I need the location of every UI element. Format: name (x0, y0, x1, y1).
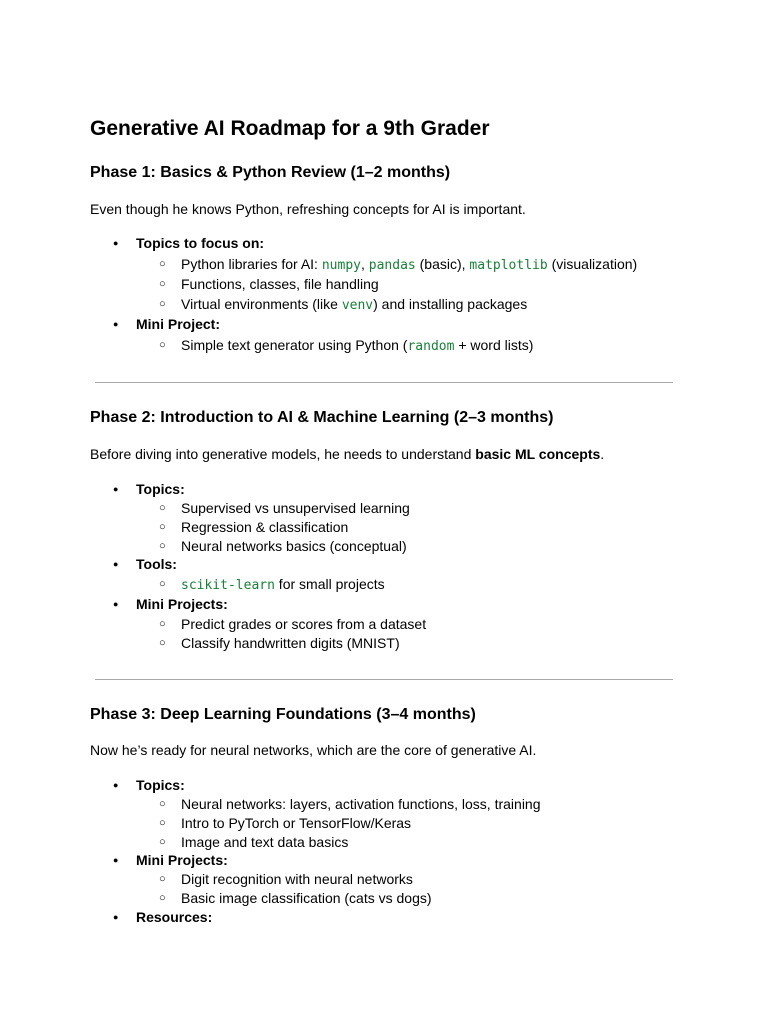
phase-3-resources-label: ● Resources: (136, 908, 212, 927)
text: + word lists) (454, 337, 534, 353)
text: , (360, 256, 369, 272)
list-item: ○ Predict grades or scores from a dataset (181, 615, 426, 634)
text: (basic), (415, 256, 470, 272)
list-item: ○ Digit recognition with neural networks (181, 870, 413, 889)
phase-3-heading: Phase 3: Deep Learning Foundations (3–4 months) (90, 706, 476, 723)
code-scikit-learn: scikit-learn (181, 578, 275, 593)
text: Python libraries for AI: (181, 256, 322, 272)
text: for small projects (274, 576, 385, 592)
list-item: ○ Classify handwritten digits (MNIST) (181, 634, 400, 653)
text: (visualization) (547, 256, 638, 272)
phase-1-heading: Phase 1: Basics & Python Review (1–2 months) (90, 164, 451, 181)
list-item: ○ Neural networks: layers, activation functions, loss, training (181, 795, 541, 814)
list-item: ○ Basic image classification (cats vs dogs) (181, 889, 432, 908)
phase-3-intro: Now he’s ready for neural networks, which are the core of generative AI. (90, 742, 537, 758)
text: Virtual environments (like (181, 296, 342, 312)
code-numpy: numpy (321, 258, 361, 273)
list-item: ○ Intro to PyTorch or TensorFlow/Keras (181, 814, 411, 833)
page-title: Generative AI Roadmap for a 9th Grader (90, 117, 490, 140)
phase-2-topics-label: ● Topics: (136, 480, 185, 499)
phase-2-tool-scikit-learn (181, 575, 385, 595)
phase-1-topic-libraries (181, 255, 637, 275)
text: Simple text generator using Python ( (181, 337, 408, 353)
phase-2-intro (90, 445, 604, 464)
list-item: ○ Supervised vs unsupervised learning (181, 499, 410, 518)
phase-2-tools-label: ● Tools: (136, 555, 177, 574)
phase-1-project-label: ● Mini Project: (136, 315, 220, 334)
phase-1-project-text-generator (181, 336, 533, 356)
list-item: ○ Regression & classification (181, 518, 348, 537)
phase-1-topic-venv (181, 295, 527, 315)
section-divider (95, 382, 673, 383)
text: ) and installing packages (373, 296, 528, 312)
phase-3-topics-label: ● Topics: (136, 776, 185, 795)
list-item: ○ Image and text data basics (181, 833, 348, 852)
phase-2-projects-label: ● Mini Projects: (136, 595, 228, 614)
code-pandas: pandas (368, 258, 416, 273)
phase-1-topic-functions: ○ Functions, classes, file handling (181, 275, 379, 294)
section-divider (95, 679, 673, 680)
code-venv: venv (341, 298, 374, 313)
phase-1-intro: Even though he knows Python, refreshing concepts for AI is important. (90, 201, 526, 217)
bold-text: basic ML concepts (475, 446, 601, 462)
phase-3-projects-label: ● Mini Projects: (136, 851, 228, 870)
phase-2-heading: Phase 2: Introduction to AI & Machine Learning (2–3 months) (90, 409, 554, 426)
list-item: ○ Neural networks basics (conceptual) (181, 537, 407, 556)
text: Before diving into generative models, he needs to understand (90, 446, 476, 462)
phase-1-topics-label: ● Topics to focus on: (136, 234, 264, 253)
code-random: random (407, 339, 455, 354)
text: . (600, 446, 605, 462)
code-matplotlib: matplotlib (469, 258, 548, 273)
